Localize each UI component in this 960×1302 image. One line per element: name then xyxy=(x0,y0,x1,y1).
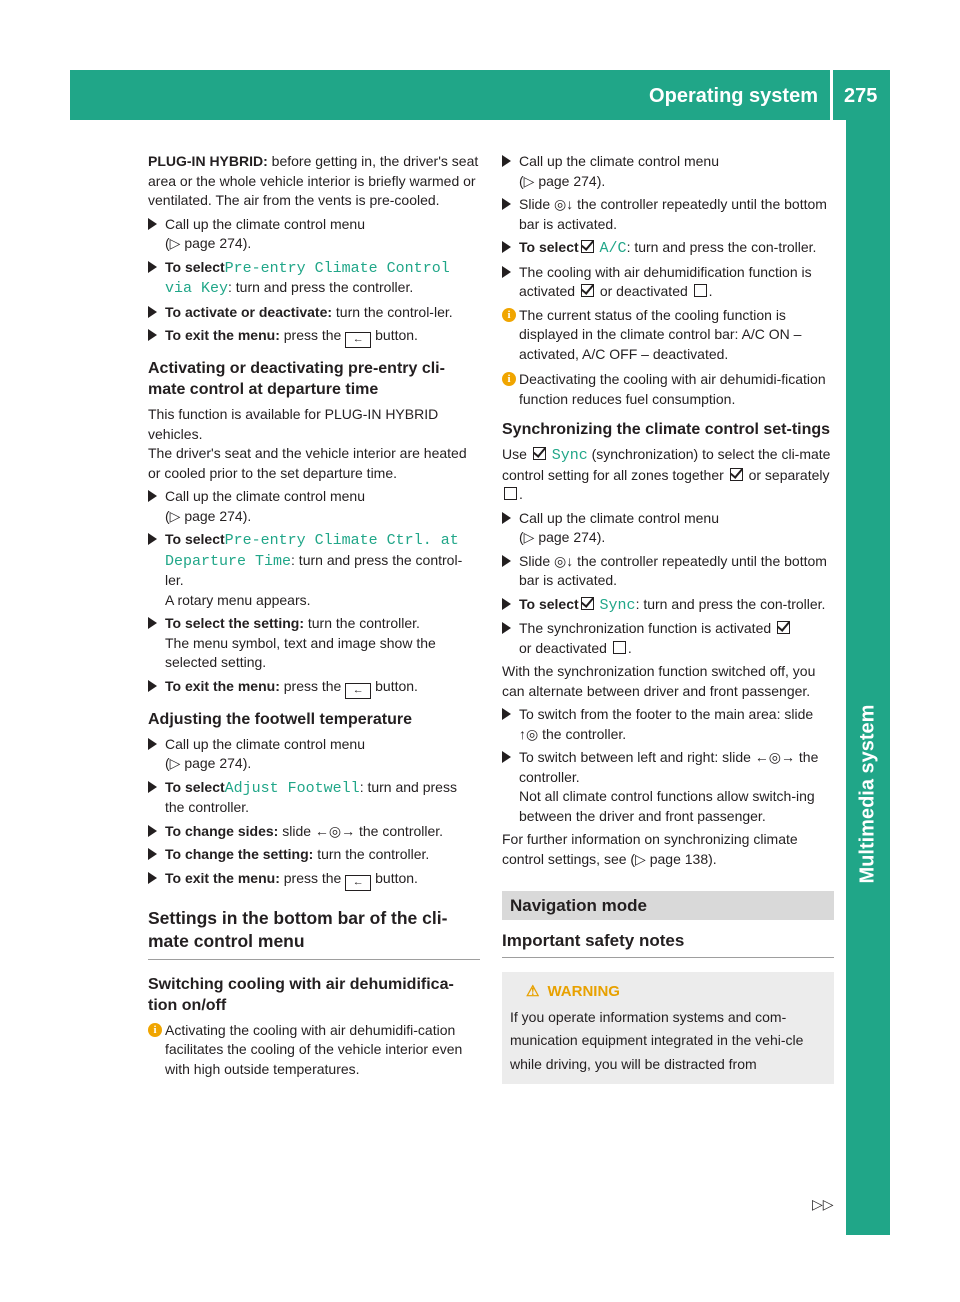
step-arrow-icon xyxy=(148,533,157,545)
info-note: i The current status of the cooling function is displayed in the climate control bar: A/C ON – activated, A/C OFF – deactivated. xyxy=(502,306,834,365)
chapter-tab-label: Multimedia system xyxy=(856,704,879,884)
chapter-marker xyxy=(846,1178,890,1235)
step-arrow-icon xyxy=(148,848,157,860)
left-column xyxy=(148,152,480,1085)
step-call-menu: Call up the climate control menu (▷ page 274). xyxy=(502,509,834,548)
back-button-icon: ← xyxy=(345,683,371,699)
step-select-sync: To select Sync: turn and press the con-troller. xyxy=(502,595,834,616)
right-column xyxy=(502,152,834,1084)
section-title: Operating system xyxy=(649,85,818,107)
step-select-departure: To selectPre-entry Climate Ctrl. at Departure Time: turn and press the control-ler. A rotary menu appears. xyxy=(148,530,480,610)
checkbox-unchecked-icon xyxy=(613,641,626,654)
step-switch-footer: To switch from the footer to the main area: slide ↑◎ the controller. xyxy=(502,705,834,744)
warning-text: If you operate information systems and com-munication equipment integrated in the vehi-cle while driving, you will be distracted from xyxy=(510,1008,804,1072)
checkbox-checked-icon xyxy=(581,284,594,297)
heading-departure: Activating or deactivating pre-entry cli-mate control at departure time xyxy=(148,360,445,398)
step-arrow-icon xyxy=(148,617,157,629)
sync-off-paragraph: With the synchronization function switched off, you can alternate between driver and front passenger. xyxy=(502,663,816,699)
heading-sync: Synchronizing the climate control set-tings xyxy=(502,421,831,438)
step-arrow-icon xyxy=(148,329,157,341)
step-arrow-icon xyxy=(502,512,511,524)
heading-bottom-bar: Settings in the bottom bar of the cli-mate control menu xyxy=(148,907,480,960)
info-icon: i xyxy=(502,308,516,322)
step-arrow-icon xyxy=(502,751,511,763)
step-arrow-icon xyxy=(148,306,157,318)
checkbox-checked-icon xyxy=(581,240,594,253)
step-arrow-icon xyxy=(502,266,511,278)
step-arrow-icon xyxy=(148,825,157,837)
step-select-footwell: To selectAdjust Footwell: turn and press the controller. xyxy=(148,778,480,818)
step-slide-controller: Slide ◎↓ the controller repeatedly until the bottom bar is activated. xyxy=(502,552,834,591)
step-arrow-icon xyxy=(502,241,511,253)
step-call-menu: Call up the climate control menu (▷ page 274). xyxy=(502,152,834,191)
checkbox-unchecked-icon xyxy=(694,284,707,297)
info-icon: i xyxy=(502,372,516,386)
step-arrow-icon xyxy=(502,598,511,610)
intro-paragraph: PLUG-IN HYBRID: before getting in, the driver's seat area or the whole vehicle interior is briefly warmed or ventilated. The air from the vents is pre-cooled. xyxy=(148,153,479,208)
heading-safety: Important safety notes xyxy=(502,930,834,958)
info-note: i Deactivating the cooling with air dehumidi-fication function reduces fuel consumption. xyxy=(502,370,834,409)
info-icon: i xyxy=(148,1023,162,1037)
header-divider xyxy=(830,70,833,120)
step-arrow-icon xyxy=(148,218,157,230)
step-arrow-icon xyxy=(148,738,157,750)
warning-triangle-icon: ⚠ xyxy=(526,983,540,1000)
step-activate: To activate or deactivate: turn the control-ler. xyxy=(148,303,480,323)
back-button-icon: ← xyxy=(345,332,371,348)
step-call-menu: Call up the climate control menu (▷ page 274). xyxy=(148,735,480,774)
back-button-icon: ← xyxy=(345,875,371,891)
departure-paragraph-1: This function is available for PLUG-IN HYBRID vehicles. xyxy=(148,406,439,442)
step-exit-menu: To exit the menu: press the ← button. xyxy=(148,677,480,699)
warning-header: ⚠ WARNING xyxy=(510,980,826,1004)
step-arrow-icon xyxy=(502,622,511,634)
further-info-paragraph: For further information on synchronizing climate control settings, see (▷ page 138). xyxy=(502,831,798,867)
step-switch-sides: To switch between left and right: slide ←◎→ the controller. Not all climate control functions allow switch-ing between the driver and front passenger. xyxy=(502,748,834,826)
step-arrow-icon xyxy=(502,555,511,567)
heading-cooling: Switching cooling with air dehumidifica-tion on/off xyxy=(148,975,454,1014)
page-number: 275 xyxy=(844,85,878,107)
step-select-setting: To select the setting: turn the controller. The menu symbol, text and image show the selected setting. xyxy=(148,614,480,673)
checkbox-checked-icon xyxy=(777,621,790,634)
step-cooling-status: The cooling with air dehumidification function is activated or deactivated . xyxy=(502,263,834,302)
step-change-sides: To change sides: slide ←◎→ the controller. xyxy=(148,822,480,842)
step-arrow-icon xyxy=(148,872,157,884)
section-band-navigation: Navigation mode xyxy=(502,891,834,920)
step-arrow-icon xyxy=(502,198,511,210)
checkbox-checked-icon xyxy=(533,447,546,460)
step-arrow-icon xyxy=(502,155,511,167)
heading-footwell: Adjusting the footwell temperature xyxy=(148,710,413,728)
step-call-menu: Call up the climate control menu (▷ page 274). xyxy=(148,215,480,254)
checkbox-unchecked-icon xyxy=(504,487,517,500)
warning-box xyxy=(502,972,834,1084)
step-arrow-icon xyxy=(502,708,511,720)
step-sync-status: The synchronization function is activated or deactivated . xyxy=(502,619,834,658)
step-exit-menu: To exit the menu: press the ← button. xyxy=(148,869,480,891)
page-header xyxy=(70,70,890,120)
step-call-menu: Call up the climate control menu (▷ page 274). xyxy=(148,487,480,526)
departure-paragraph-2: The driver's seat and the vehicle interior are heated or cooled prior to the set departure time. xyxy=(148,445,467,481)
info-note: i Activating the cooling with air dehumidifi-cation facilitates the cooling of the vehicle interior even with high outside temperatures. xyxy=(148,1021,480,1080)
step-select-ac: To select A/C: turn and press the con-troller. xyxy=(502,238,834,259)
sync-paragraph: Use Sync (synchronization) to select the cli-mate control setting for all zones together or separately . xyxy=(502,446,831,502)
checkbox-checked-icon xyxy=(730,468,743,481)
step-arrow-icon xyxy=(148,261,157,273)
step-arrow-icon xyxy=(148,680,157,692)
continue-icon: ▷▷ xyxy=(812,1196,834,1212)
step-select-pre-entry: To selectPre-entry Climate Control via Key: turn and press the controller. xyxy=(148,258,480,299)
step-arrow-icon xyxy=(148,781,157,793)
step-slide-controller: Slide ◎↓ the controller repeatedly until the bottom bar is activated. xyxy=(502,195,834,234)
step-arrow-icon xyxy=(148,490,157,502)
checkbox-checked-icon xyxy=(581,597,594,610)
step-exit-menu: To exit the menu: press the ← button. xyxy=(148,326,480,348)
step-change-setting: To change the setting: turn the controller. xyxy=(148,845,480,865)
